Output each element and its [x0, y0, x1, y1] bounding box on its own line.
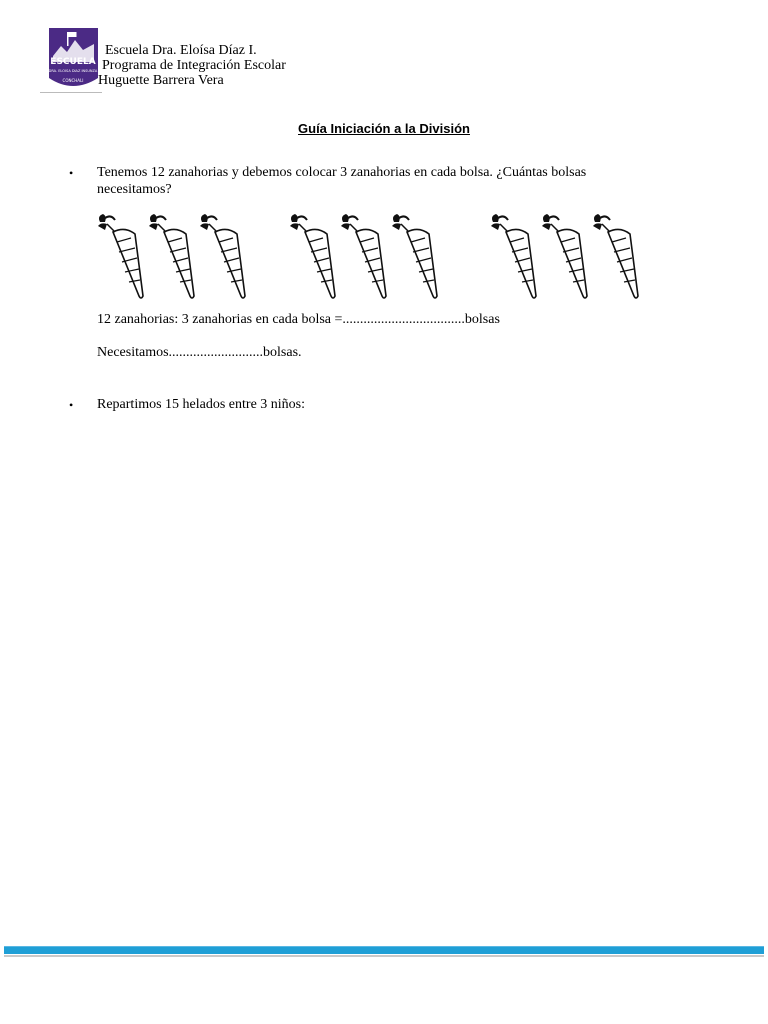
- svg-text:DRA. ELOISA DIAZ INSUNZA: DRA. ELOISA DIAZ INSUNZA: [48, 69, 98, 73]
- carrot-icon: [593, 214, 638, 298]
- logo-underline: [40, 92, 102, 93]
- school-logo: [47, 26, 100, 92]
- exercise-2-question: Repartimos 15 helados entre 3 niños:: [97, 397, 306, 412]
- teacher-name: Huguette Barrera Vera: [98, 73, 224, 88]
- carrot-icon: [341, 214, 386, 298]
- carrots-illustration: [95, 212, 640, 302]
- carrot-icon: [149, 214, 194, 298]
- footer-rule-shadow: [4, 955, 764, 957]
- carrot-icon: [200, 214, 245, 298]
- carrot-icon: [542, 214, 587, 298]
- svg-text:ESCUELA: ESCUELA: [50, 57, 96, 67]
- school-name: Escuela Dra. Eloísa Díaz I.: [105, 43, 257, 58]
- bullet-1: •: [69, 166, 74, 180]
- bullet-2: •: [69, 398, 74, 412]
- school-header: [98, 43, 286, 88]
- carrot-icon: [290, 214, 335, 298]
- footer-rule: [4, 946, 764, 954]
- exercise-1-answer-line: Necesitamos...........................bolsas.: [97, 345, 302, 360]
- carrot-icon: [491, 214, 536, 298]
- program-name: Programa de Integración Escolar: [102, 58, 286, 73]
- page-title: Guía Iniciación a la División: [298, 121, 470, 136]
- carrot-icon: [98, 214, 143, 298]
- exercise-1-question: Tenemos 12 zanahorias y debemos colocar 3 zanahorias en cada bolsa. ¿Cuántas bolsas necesitamos?: [97, 165, 587, 197]
- carrot-icon: [392, 214, 437, 298]
- exercise-1-equation: 12 zanahorias: 3 zanahorias en cada bolsa =...................................bolsas: [97, 312, 500, 327]
- svg-text:CONCHALI: CONCHALI: [62, 78, 84, 83]
